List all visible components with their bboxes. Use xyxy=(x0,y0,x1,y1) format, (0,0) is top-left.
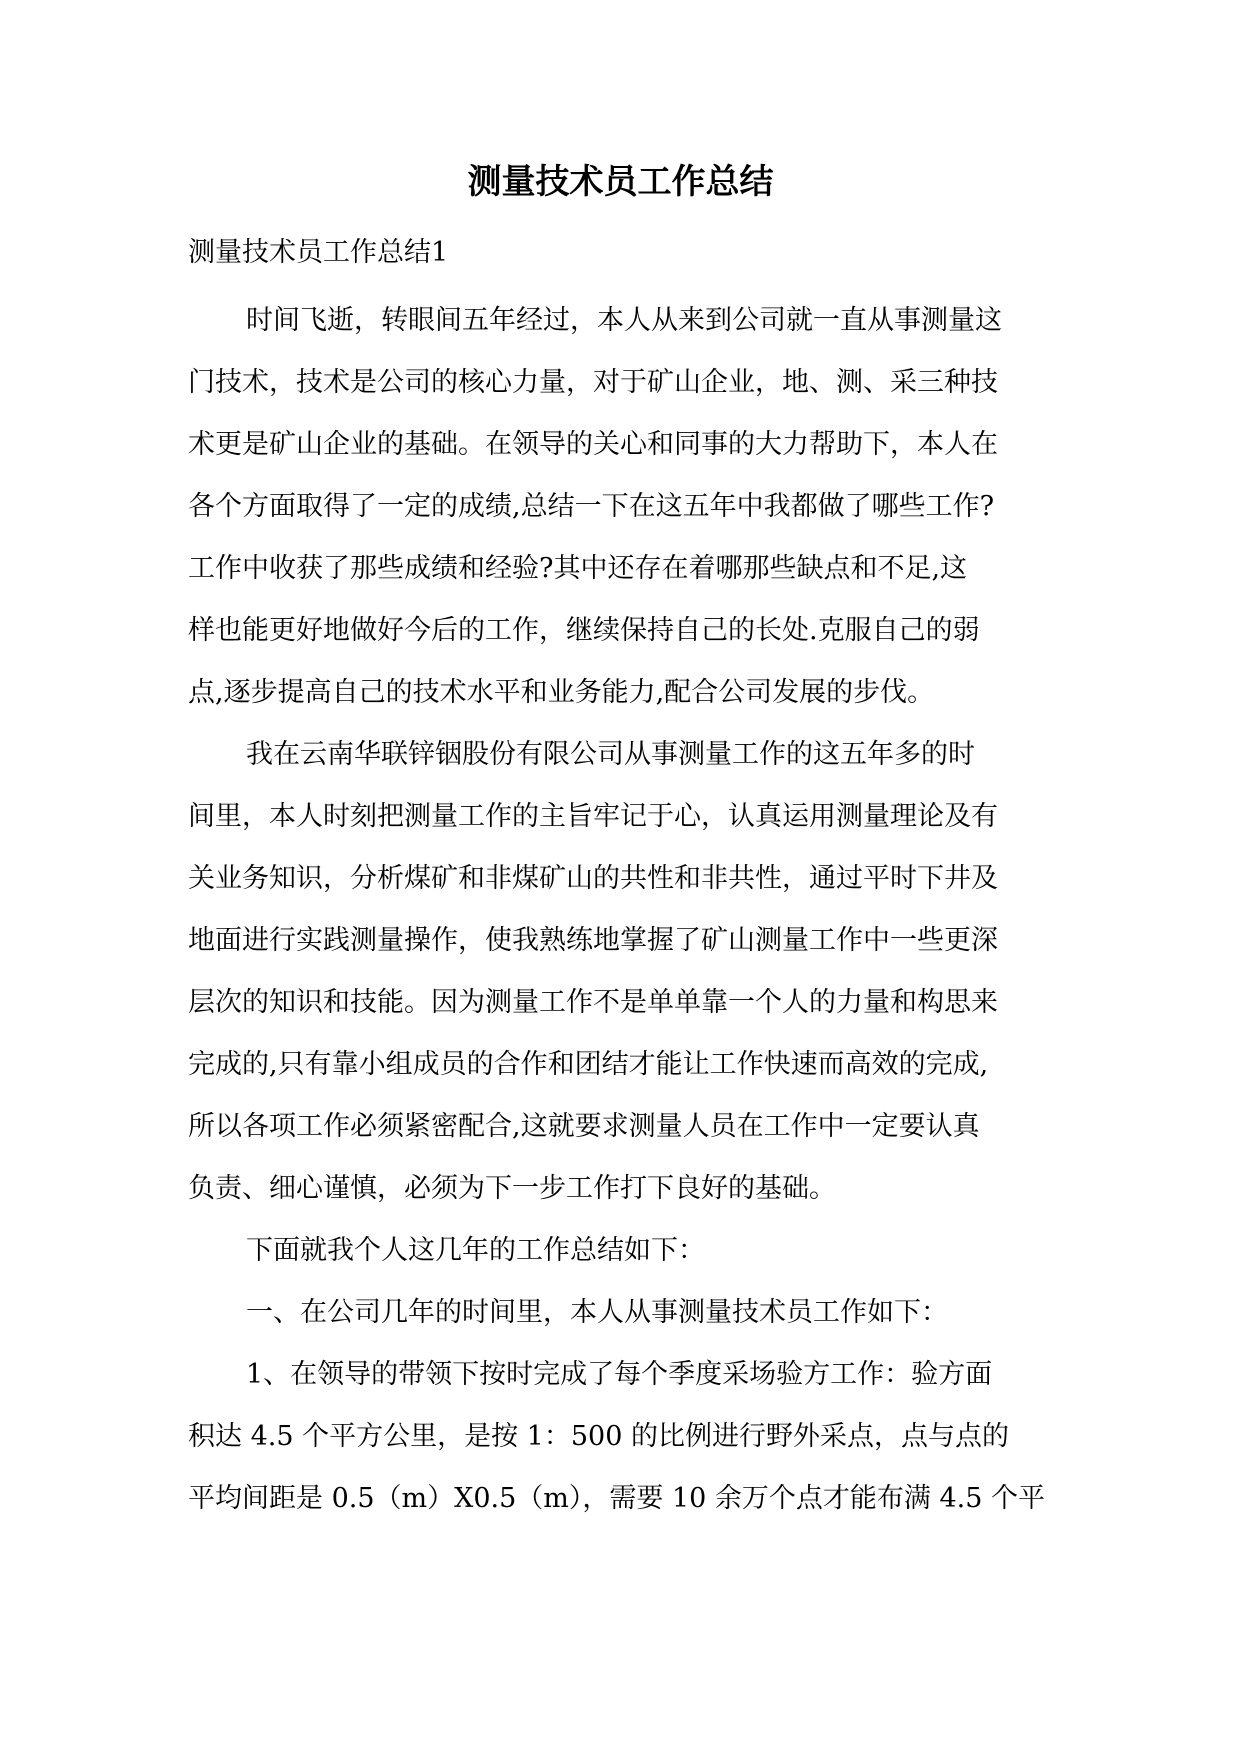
text-line: 门技术，技术是公司的核心力量，对于矿山企业，地、测、采三种技 xyxy=(188,367,998,398)
text-line: 地面进行实践测量操作，使我熟练地掌握了矿山测量工作中一些更深 xyxy=(188,925,998,956)
text-line: 点,逐步提高自己的技术水平和业务能力,配合公司发展的步伐。 xyxy=(188,677,935,708)
text-line: 术更是矿山企业的基础。在领导的关心和同事的大力帮助下，本人在 xyxy=(188,429,998,460)
text-line: 所以各项工作必须紧密配合,这就要求测量人员在工作中一定要认真 xyxy=(188,1111,980,1142)
text-line: 1、在领导的带领下按时完成了每个季度采场验方工作：验方面 xyxy=(246,1359,993,1390)
document-title: 测量技术员工作总结 xyxy=(467,162,774,202)
text-line: 负责、细心谨慎，必须为下一步工作打下良好的基础。 xyxy=(188,1173,836,1204)
text-line: 工作中收获了那些成绩和经验?其中还存在着哪那些缺点和不足,这 xyxy=(188,553,968,584)
text-line: 我在云南华联锌铟股份有限公司从事测量工作的这五年多的时 xyxy=(246,739,975,770)
text-line: 平均间距是 0.5（m）X0.5（m），需要 10 余万个点才能布满 4.5 个平 xyxy=(188,1483,1046,1514)
text-line: 完成的,只有靠小组成员的合作和团结才能让工作快速而高效的完成, xyxy=(188,1049,989,1080)
section-heading: 测量技术员工作总结1 xyxy=(188,237,449,268)
text-line: 各个方面取得了一定的成绩,总结一下在这五年中我都做了哪些工作? xyxy=(188,491,995,522)
text-line: 积达 4.5 个平方公里，是按 1：500 的比例进行野外采点，点与点的 xyxy=(188,1421,1009,1452)
text-line: 关业务知识，分析煤矿和非煤矿山的共性和非共性，通过平时下井及 xyxy=(188,863,998,894)
text-line: 一、在公司几年的时间里，本人从事测量技术员工作如下： xyxy=(246,1297,948,1328)
document-body xyxy=(188,290,1054,1530)
text-line: 时间飞逝，转眼间五年经过，本人从来到公司就一直从事测量这 xyxy=(246,305,1002,336)
text-line: 层次的知识和技能。因为测量工作不是单单靠一个人的力量和构思来 xyxy=(188,987,998,1018)
text-line: 间里，本人时刻把测量工作的主旨牢记于心，认真运用测量理论及有 xyxy=(188,801,998,832)
text-line: 下面就我个人这几年的工作总结如下： xyxy=(246,1235,705,1266)
text-line: 样也能更好地做好今后的工作，继续保持自己的长处.克服自己的弱 xyxy=(188,615,980,646)
